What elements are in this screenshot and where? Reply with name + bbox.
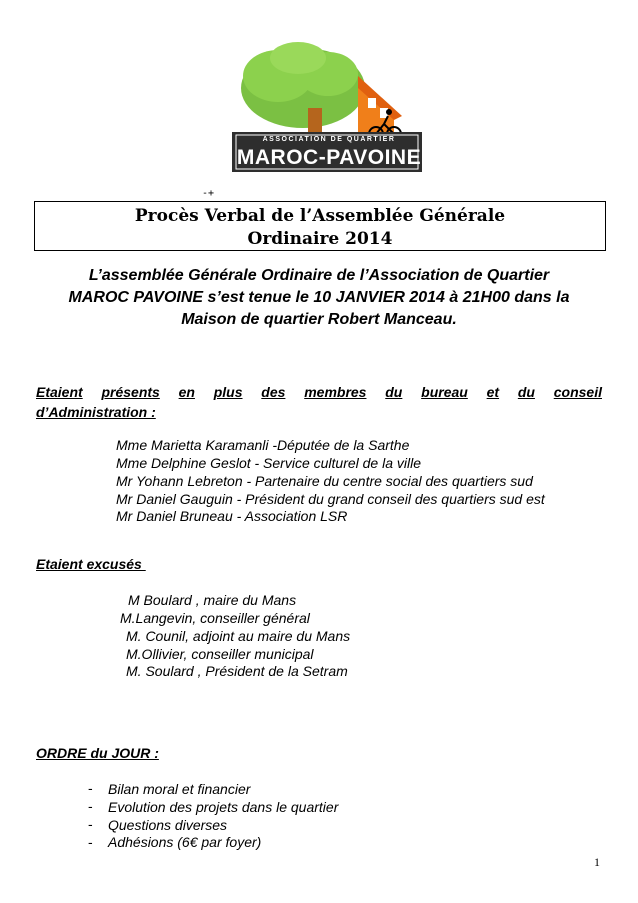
agenda-item: Questions diverses bbox=[108, 817, 228, 833]
agenda-item: Adhésions (6€ par foyer) bbox=[108, 834, 262, 850]
excused-item: M.Ollivier, conseiller municipal bbox=[126, 646, 314, 662]
page-number: 1 bbox=[594, 855, 600, 869]
heading-word: présents bbox=[101, 384, 160, 400]
present-item: Mr Daniel Bruneau - Association LSR bbox=[116, 508, 348, 524]
heading-word: en bbox=[178, 384, 195, 400]
heading-word: du bbox=[385, 384, 403, 400]
agenda-item: Evolution des projets dans le quartier bbox=[108, 799, 339, 815]
bullet-dash: - bbox=[88, 834, 93, 850]
heading-word: plus bbox=[213, 384, 243, 400]
tree-house-logo-graphic bbox=[208, 36, 440, 204]
heading-word: bureau bbox=[421, 384, 468, 400]
intro-line-1: L’assemblée Générale Ordinaire de l’Association de Quartier bbox=[88, 267, 550, 284]
intro-line-3: Maison de quartier Robert Manceau. bbox=[181, 311, 457, 328]
excused-item: M. Counil, adjoint au maire du Mans bbox=[126, 628, 351, 644]
heading-word: Etaient bbox=[36, 384, 83, 400]
bullet-dash: - bbox=[88, 798, 93, 814]
present-item: Mr Daniel Gauguin - Président du grand conseil des quartiers sud est bbox=[116, 491, 545, 507]
presents-heading bbox=[36, 384, 602, 400]
heading-word: des bbox=[261, 384, 286, 400]
association-logo bbox=[208, 36, 440, 204]
cursor-mark: -+ bbox=[202, 188, 215, 199]
agenda-item: Bilan moral et financier bbox=[108, 781, 251, 797]
present-item: Mme Marietta Karamanli -Députée de la Sarthe bbox=[116, 437, 410, 453]
excused-item: M.Langevin, conseiller général bbox=[120, 610, 310, 626]
logo-title: MAROC-PAVOINE bbox=[236, 146, 422, 169]
heading-word: du bbox=[517, 384, 535, 400]
present-item: Mme Delphine Geslot - Service culturel de la ville bbox=[116, 455, 422, 471]
document-title-box bbox=[34, 201, 606, 251]
logo-subtitle: ASSOCIATION DE QUARTIER bbox=[262, 136, 396, 143]
presents-heading-line-2: d’Administration : bbox=[36, 404, 156, 420]
excuses-heading: Etaient excusés bbox=[36, 556, 146, 572]
agenda-heading: ORDRE du JOUR : bbox=[36, 745, 159, 761]
document-title-line-1: Procès Verbal de l’Assemblée Générale bbox=[134, 206, 506, 226]
excused-item: M Boulard , maire du Mans bbox=[128, 592, 297, 608]
bullet-dash: - bbox=[88, 780, 93, 796]
present-item: Mr Yohann Lebreton - Partenaire du centre social des quartiers sud bbox=[116, 473, 533, 489]
heading-word: membres bbox=[304, 384, 367, 400]
excused-item: M. Soulard , Président de la Setram bbox=[126, 663, 348, 679]
intro-line-2: MAROC PAVOINE s’est tenue le 10 JANVIER 2014 à 21H00 dans la bbox=[68, 289, 570, 306]
heading-word: conseil bbox=[553, 384, 602, 400]
bullet-dash: - bbox=[88, 816, 93, 832]
document-title-line-2: Ordinaire 2014 bbox=[247, 229, 393, 249]
heading-word: et bbox=[486, 384, 500, 400]
